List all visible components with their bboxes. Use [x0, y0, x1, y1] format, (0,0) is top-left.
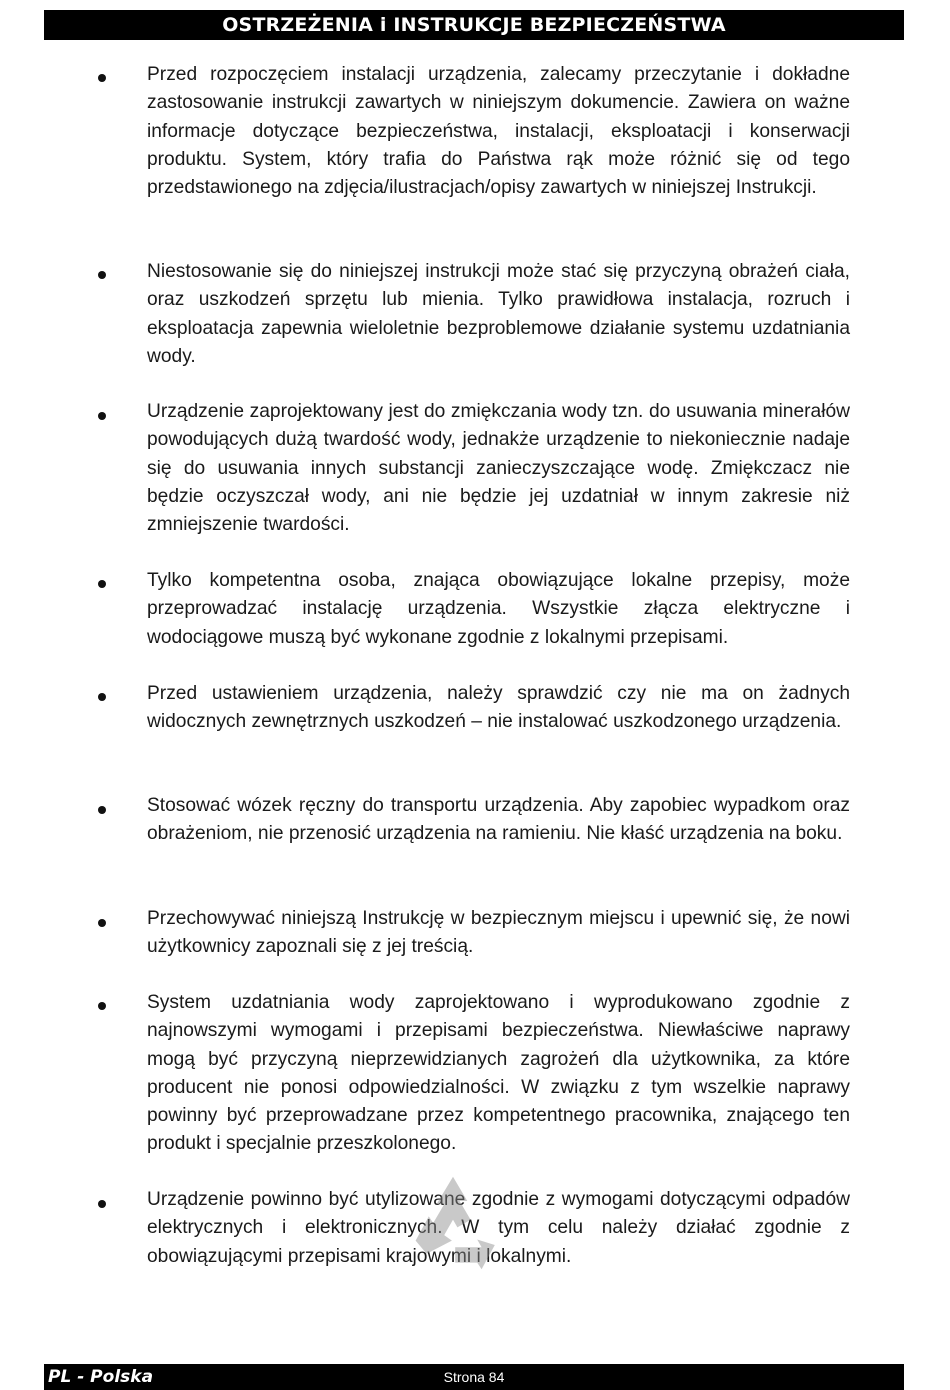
- list-item: Przed rozpoczęciem instalacji urządzenia, zalecamy przeczytanie i dokładne zastosowanie instrukcji zawartych w niniejszym dokumencie. Zawiera on ważne informacje dotyczące bezpieczeństwa, instalacji, eksploatacji i konserwacji produktu. System, który trafia do Państwa rąk może różnić się od tego przedstawionego na zdjęcia/ilustracjach/opisy zawartych w niniejszej Instrukcji.: [147, 64, 850, 199]
- page-title: OSTRZEŻENIA i INSTRUKCJE BEZPIECZEŃSTWA: [222, 14, 726, 36]
- list-item: Przechowywać niniejszą Instrukcję w bezpiecznym miejscu i upewnić się, że nowi użytkownicy zapoznali się z jej treścią.: [147, 908, 850, 958]
- page-footer: [44, 1364, 904, 1390]
- page-header: [44, 10, 904, 40]
- list-item: Tylko kompetentna osoba, znająca obowiązujące lokalne przepisy, może przeprowadzać instalację urządzenia. Wszystkie złącza elektryczne i wodociągowe muszą być wykonane zgodnie z lokalnymi przepisami.: [147, 570, 850, 648]
- list-item: Przed ustawieniem urządzenia, należy sprawdzić czy nie ma on żadnych widocznych zewnętrznych uszkodzeń – nie instalować uszkodzonego urządzenia.: [147, 683, 850, 733]
- bullet-icon: [98, 806, 106, 814]
- list-item: Stosować wózek ręczny do transportu urządzenia. Aby zapobiec wypadkom oraz obrażeniom, nie przenosić urządzenia na ramieniu. Nie kłaść urządzenia na boku.: [147, 795, 850, 845]
- bullet-icon: [98, 412, 106, 420]
- page-number: Strona 84: [443, 1369, 505, 1385]
- bullet-icon: [98, 919, 106, 927]
- recycle-icon: [398, 1168, 508, 1278]
- language-label: PL - Polska: [48, 1367, 154, 1387]
- bullet-icon: [98, 74, 106, 82]
- list-item: System uzdatniania wody zaprojektowano i wyprodukowano zgodnie z najnowszymi wymogami i przepisami bezpieczeństwa. Niewłaściwe naprawy mogą być przyczyną nieprzewidzianych zagrożeń dla użytkownika, za które producent nie ponosi odpowiedzialności. W związku z tym wszelkie naprawy powinny być przeprowadzane przez kompetentnego pracownika, znającego ten produkt i specjalnie przeszkolonego.: [147, 992, 850, 1155]
- list-item: Urządzenie zaprojektowany jest do zmiękczania wody tzn. do usuwania minerałów powodujących dużą twardość wody, jednakże urządzenie to niekoniecznie nadaje się do usuwania innych substancji zanieczyszczające wodę. Zmiękczacz nie będzie oczyszczał wody, ani nie będzie jej uzdatniał w innym zakresie niż zmniejszenie twardości.: [147, 401, 850, 536]
- bullet-icon: [98, 1200, 106, 1208]
- list-item: Urządzenie powinno być utylizowane zgodnie z wymogami dotyczącymi odpadów elektrycznych i elektronicznych. W tym celu należy działać zgodnie z obowiązującymi przepisami krajowymi i lokalnymi.: [147, 1189, 850, 1267]
- bullet-icon: [98, 580, 106, 588]
- bullet-icon: [98, 1002, 106, 1010]
- list-item: Niestosowanie się do niniejszej instrukcji może stać się przyczyną obrażeń ciała, oraz uszkodzeń sprzętu lub mienia. Tylko prawidłowa instalacja, rozruch i eksploatacja zapewnia wieloletnie bezproblemowe działanie systemu uzdatniania wody.: [147, 261, 850, 367]
- bullet-icon: [98, 271, 106, 279]
- bullet-icon: [98, 693, 106, 701]
